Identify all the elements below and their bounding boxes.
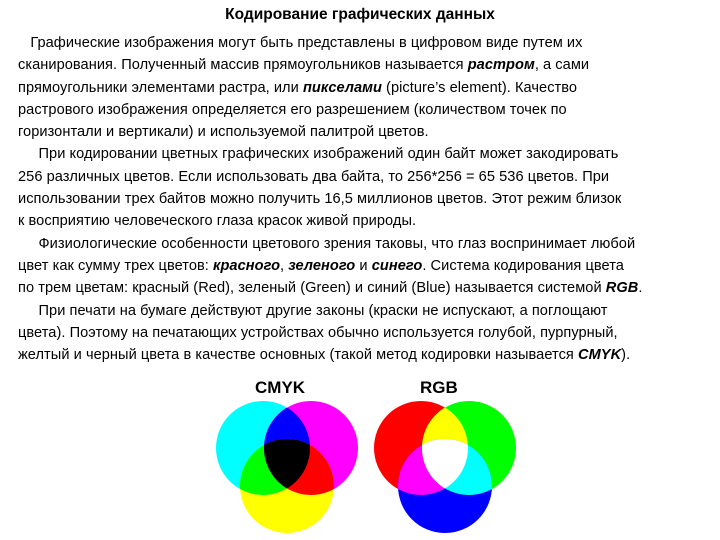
text-run: горизонтали и вертикали) и используемой палитрой цветов. [18,124,429,141]
text-line [18,166,708,188]
text-line [18,32,708,54]
text-line [18,300,708,322]
text-line [18,210,708,232]
text-run: к восприятию человеческого глаза красок живой природы. [18,213,417,230]
page-title: Кодирование графических данных [225,6,495,23]
text-run: . Система кодирования цвета [422,257,624,274]
emphasized-term: пикселами [302,79,382,96]
text-line [18,233,708,255]
text-run: , а сами [534,57,590,74]
text-run: цвет как сумму трех цветов: [18,257,214,274]
emphasized-term: зеленого [288,257,356,274]
emphasized-term: растром [467,57,535,74]
text-run: по трем цветам: красный (Red), зеленый (Green) и синий (Blue) называется системой [18,280,606,297]
text-line [18,54,708,76]
text-line [18,255,708,277]
text-run: Физиологические особенности цветового зрения таковы, что глаз воспринимает любой [18,235,636,252]
text-run: При печати на бумаге действуют другие законы (краски не испускают, а поглощают [18,302,608,319]
text-line [18,121,708,143]
text-line [18,99,708,121]
text-run: При кодировании цветных графических изображений один байт может закодировать [18,146,619,163]
emphasized-term: синего [371,257,423,274]
text-line [18,77,708,99]
emphasized-term: CMYK [577,347,622,364]
text-run: использовании трех байтов можно получить 16,5 миллионов цветов. Этот режим близок [18,191,622,208]
text-run: ). [621,347,631,364]
text-run: цвета). Поэтому на печатающих устройствах обычно используется голубой, пурпурный, [18,324,618,341]
text-run: (picture’s element). Качество [381,79,578,96]
text-line [18,188,708,210]
text-run: сканирования. Полученный массив прямоугольников называется [18,57,468,74]
rgb-color-diagram [370,400,520,534]
emphasized-term: RGB [605,280,639,297]
text-run: растрового изображения определяется его разрешением (количеством точек по [18,101,567,118]
text-run: прямоугольники элементами растра, или [18,79,303,96]
text-run: 256 различных цветов. Если использовать два байта, то 256*256 = 65 536 цветов. При [18,168,610,185]
text-line [18,143,708,165]
emphasized-term: красного [213,257,281,274]
cmyk-label: CMYK [255,378,306,397]
cmyk-color-diagram [212,400,362,534]
text-run: Графические изображения могут быть представлены в цифровом виде путем их [18,35,583,51]
text-run: и [355,257,372,274]
text-line [18,344,708,366]
text-run: . [638,280,643,297]
text-run: желтый и черный цвета в качестве основных (такой метод кодировки называется [18,347,578,364]
body-text [18,32,708,366]
text-line [18,277,708,299]
rgb-label: RGB [420,378,458,397]
text-line [18,322,708,344]
text-run: , [280,257,289,274]
